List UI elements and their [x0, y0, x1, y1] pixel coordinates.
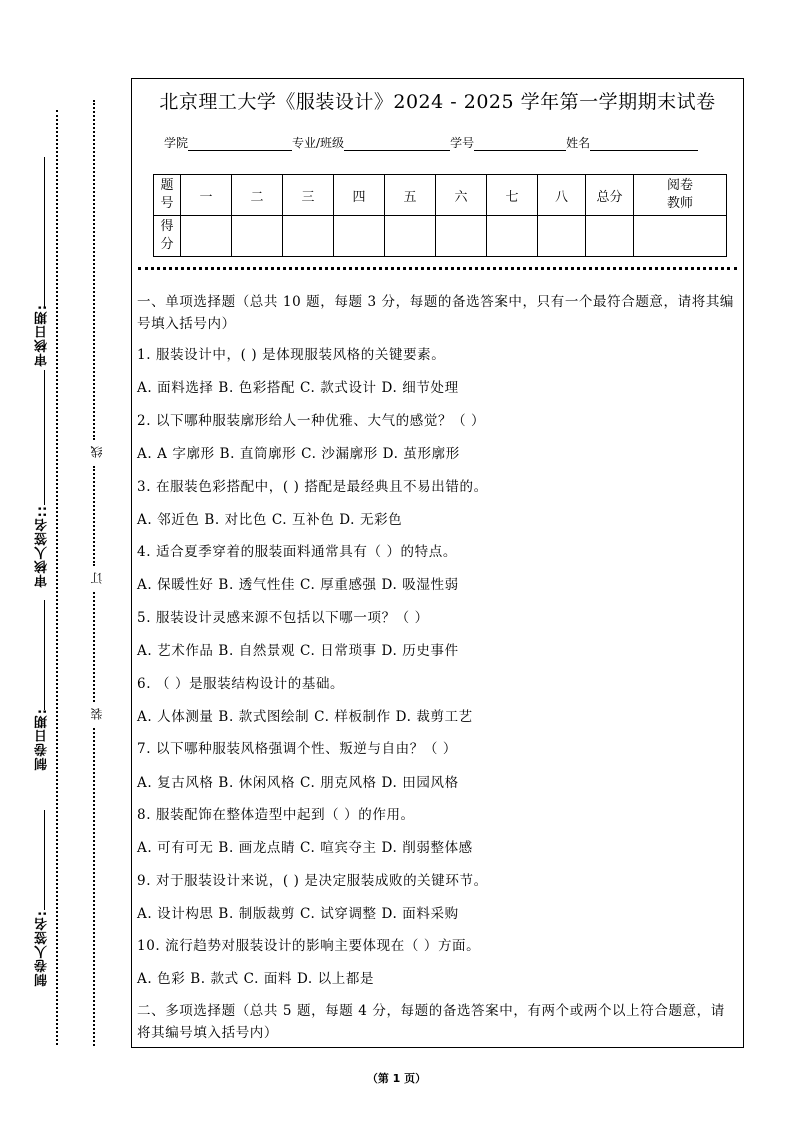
question-4: 4. 适合夏季穿着的服装面料通常具有（ ）的特点。 [137, 544, 457, 560]
reviewer-sign-line [44, 370, 45, 505]
reviewer-date-label: 审核日期: [35, 304, 50, 367]
question-2: 2. 以下哪种服装廓形给人一种优雅、大气的感觉？（ ） [137, 413, 486, 429]
col-header-total: 总分 [586, 175, 634, 216]
maker-date-line [44, 600, 45, 710]
question-5: 5. 服装设计灵感来源不包括以下哪一项？（ ） [137, 610, 429, 626]
col-header-grader: 阅卷 教师 [634, 175, 727, 216]
dotted-divider [138, 267, 737, 270]
maker-sign-label: 制卷人签名: [35, 910, 50, 987]
col-header: 七 [487, 175, 538, 216]
score-table-score-row [154, 216, 727, 257]
question-6: 6. （ ）是服装结构设计的基础。 [137, 676, 345, 692]
reviewer-sign-label: 审核人签名:: [35, 505, 50, 588]
total-score-cell[interactable] [586, 216, 634, 257]
score-table-header-row [154, 175, 727, 216]
reviewer-date-line [44, 157, 45, 307]
name-label: 姓名 [566, 136, 591, 150]
student-id-field[interactable] [474, 138, 566, 151]
bind-mark-order: 订 [90, 572, 104, 584]
question-9: 9. 对于服装设计来说，( ) 是决定服装成败的关键环节。 [137, 873, 488, 889]
col-header: 三 [283, 175, 334, 216]
section2-heading: 二、多项选择题（总共 5 题，每题 4 分，每题的备选答案中，有两个或两个以上符合题意，请将其编号填入括号内） [137, 1003, 725, 1041]
bind-mark-fix: 装 [90, 708, 104, 720]
grader-cell[interactable] [634, 216, 727, 257]
options-1: A. 面料选择 B. 色彩搭配 C. 款式设计 D. 细节处理 [137, 380, 459, 396]
student-info-row [164, 134, 698, 151]
major-label: 专业/班级 [292, 136, 345, 150]
cut-dotted-line [56, 110, 58, 1045]
score-cell[interactable] [385, 216, 436, 257]
score-cell[interactable] [334, 216, 385, 257]
col-header: 一 [181, 175, 232, 216]
major-field[interactable] [344, 138, 450, 151]
section1-heading: 一、单项选择题（总共 10 题，每题 3 分，每题的备选答案中，只有一个最符合题意，请将其编号填入括号内） [137, 294, 735, 332]
binding-dotted-line-mid2 [93, 592, 95, 702]
question-8: 8. 服装配饰在整体造型中起到（ ）的作用。 [137, 807, 415, 823]
header-cell-question-no: 题 号 [154, 175, 181, 216]
college-label: 学院 [164, 136, 189, 150]
options-5: A. 艺术作品 B. 自然景观 C. 日常琐事 D. 历史事件 [137, 643, 459, 659]
college-field[interactable] [188, 138, 292, 151]
binding-dotted-line-mid [93, 466, 95, 566]
page-footer: （第 1 页） [366, 1072, 427, 1085]
maker-date-label: 制卷日期: [35, 708, 50, 771]
binding-dotted-line-bottom [93, 728, 95, 1046]
score-cell[interactable] [181, 216, 232, 257]
name-field[interactable] [590, 138, 698, 151]
score-cell[interactable] [487, 216, 538, 257]
col-header: 八 [538, 175, 586, 216]
score-cell[interactable] [232, 216, 283, 257]
exam-frame [131, 78, 744, 1048]
col-header: 六 [436, 175, 487, 216]
options-9: A. 设计构思 B. 制版裁剪 C. 试穿调整 D. 面料采购 [137, 906, 459, 922]
score-cell[interactable] [436, 216, 487, 257]
score-table [153, 174, 727, 257]
bind-mark-line: 线 [90, 446, 104, 458]
score-cell[interactable] [538, 216, 586, 257]
options-10: A. 色彩 B. 款式 C. 面料 D. 以上都是 [137, 971, 375, 987]
question-7: 7. 以下哪种服装风格强调个性、叛逆与自由？（ ） [137, 741, 457, 757]
options-7: A. 复古风格 B. 休闲风格 C. 朋克风格 D. 田园风格 [137, 775, 459, 791]
col-header: 二 [232, 175, 283, 216]
options-8: A. 可有可无 B. 画龙点睛 C. 喧宾夺主 D. 削弱整体感 [137, 840, 473, 856]
col-header: 四 [334, 175, 385, 216]
student-id-label: 学号 [450, 136, 475, 150]
header-cell-score: 得 分 [154, 216, 181, 257]
score-cell[interactable] [283, 216, 334, 257]
binding-dotted-line-top [93, 100, 95, 440]
options-6: A. 人体测量 B. 款式图绘制 C. 样板制作 D. 裁剪工艺 [137, 709, 473, 725]
question-3: 3. 在服装色彩搭配中，( ) 搭配是最经典且不易出错的。 [137, 479, 488, 495]
maker-sign-line [44, 810, 45, 910]
question-10: 10. 流行趋势对服装设计的影响主要体现在（ ）方面。 [137, 938, 481, 954]
options-2: A. A 字廓形 B. 直筒廓形 C. 沙漏廓形 D. 茧形廓形 [137, 446, 460, 462]
exam-title: 北京理工大学《服装设计》2024 - 2025 学年第一学期期末试卷 [159, 91, 716, 113]
options-3: A. 邻近色 B. 对比色 C. 互补色 D. 无彩色 [137, 512, 403, 528]
question-1: 1. 服装设计中，( ) 是体现服装风格的关键要素。 [137, 347, 446, 363]
options-4: A. 保暖性好 B. 透气性佳 C. 厚重感强 D. 吸湿性弱 [137, 577, 459, 593]
col-header: 五 [385, 175, 436, 216]
